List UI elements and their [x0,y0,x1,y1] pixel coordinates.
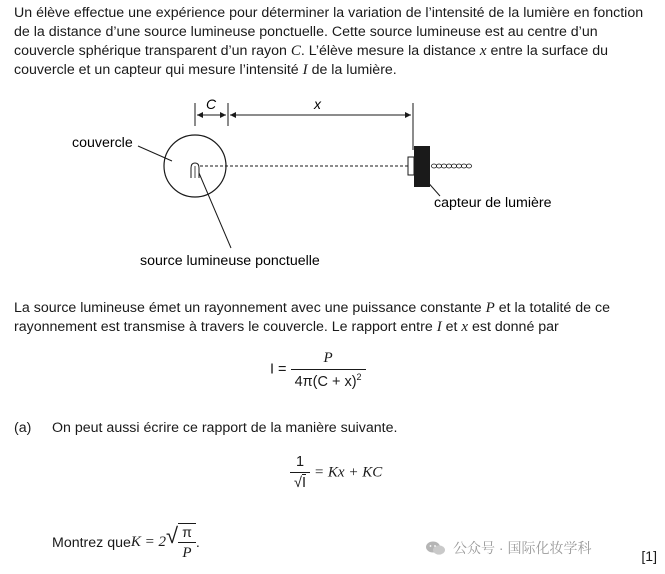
label-c: C [206,96,217,112]
marks-label: [1] [641,548,657,564]
wechat-icon [425,540,447,556]
sensor-body [414,146,430,187]
question-a-text: On peut aussi écrire ce rapport de la manière suivante. [52,420,398,436]
second-paragraph: La source lumineuse émet un rayonnement avec une puissance constante P et la totalité de ce rayonnement est transmise à travers le couvercle. Le rapport entre I et x est donné par [14,300,610,335]
experiment-diagram [0,88,665,278]
question-a-label: (a) [14,420,32,436]
show-that-line: Montrez que K = 2 √ $\frac{\pi}{P}$ . [52,523,200,561]
label-source: source lumineuse ponctuelle [140,253,320,269]
label-x: x [314,96,321,112]
label-capteur: capteur de lumière [434,195,552,211]
linear-formula: $\frac{1}{√I}$ = Kx + KC [290,454,382,491]
source-leader [199,173,231,248]
intensity-formula: I = $\frac{P}{4\pi(C + x)^2}$ [270,350,366,390]
capteur-leader [425,179,440,196]
sensor-cable [432,164,472,168]
label-couvercle: couvercle [72,135,133,151]
watermark: 公众号 · 国际化妆学科 [425,538,591,558]
sensor-face [408,157,414,175]
intro-paragraph: Un élève effectue une expérience pour déterminer la variation de l’intensité de la lumière en fonction de la distance d’une source lumineuse ponctuelle. Cette source lumineuse est au centre d’un couvercle sphérique transparent d’un rayon C. L’élève mesure la distance x entre la surface du couvercle et un capteur qui mesure l’intensité I de la lumière. [14,5,644,78]
